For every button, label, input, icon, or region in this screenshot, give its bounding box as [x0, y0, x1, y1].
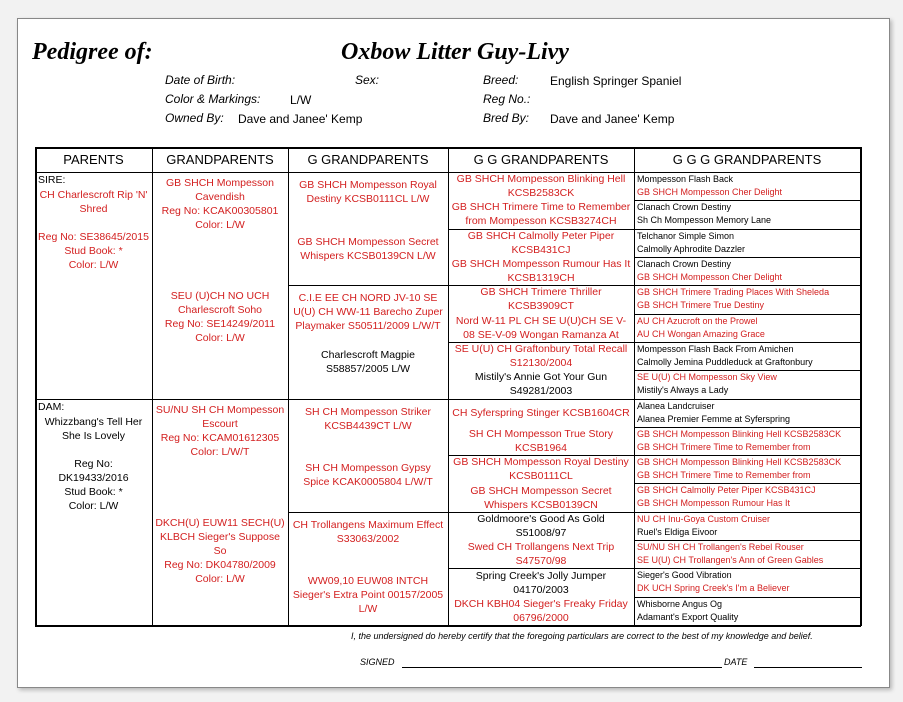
ggg-grandparent-entry: Alanea Landcruiser [637, 400, 715, 411]
g-grandparent-cell: WW09,10 EUW08 INTCH Sieger's Extra Point 00157/2005 L/W [292, 575, 444, 616]
grandparent-color: Color: L/W/T [190, 445, 250, 458]
grandparent-reg: Reg No: KCAK00305801 [161, 205, 279, 217]
gg-grandparent-cell: Goldmoore's Good As Gold S51008/97 [477, 512, 605, 539]
dog-name: Oxbow Litter Guy-Livy [341, 39, 569, 65]
ggg-grandparent-entry: DK UCH Spring Creek's I'm a Believer [637, 583, 790, 594]
grandparent-reg: Reg No: DK04780/2009 [164, 558, 276, 571]
date-line[interactable] [754, 667, 862, 668]
column-divider [860, 147, 862, 626]
ggg-grandparent-entry: Mompesson Flash Back From Amichen [637, 343, 794, 354]
dam-cell [35, 415, 152, 525]
ggg-grandparent-entry: GB SHCH Mompesson Cher Delight [637, 271, 783, 282]
grandparent-reg: Reg No: SE14249/2011 [164, 318, 276, 331]
g-grandparent-cell: SH CH Mompesson Gypsy Spice KCAK0005804 L/W/T [303, 462, 433, 489]
grandparent-cell [152, 516, 288, 582]
ggg-grandparent-entry: Adamant's Export Quality [637, 611, 739, 622]
ggg-grandparent-entry: SU/NU SH CH Trollangen's Rebel Rouser [637, 542, 804, 553]
ggg-grandparent-entry: GB SHCH Mompesson Blinking Hell KCSB2583CK [637, 428, 842, 439]
parent-color: Color: L/W [68, 499, 119, 512]
gg-grandparent-cell: Spring Creek's Jolly Jumper 04170/2003 [475, 569, 607, 596]
breed-label: Breed: [483, 73, 519, 87]
grandparent-color: Color: L/W [195, 219, 245, 231]
gg-grandparent-cell: GB SHCH Mompesson Royal Destiny KCSB0111CL [453, 456, 629, 483]
regno-label: Reg No.: [483, 92, 531, 106]
ggg-grandparent-entry: Clanach Crown Destiny [637, 202, 732, 213]
ggg-grandparent-entry: Sh Ch Mompesson Memory Lane [637, 215, 772, 226]
g-grandparent-cell: SH CH Mompesson Striker KCSB4439CT L/W [304, 405, 432, 432]
color-value: L/W [290, 93, 312, 107]
g-grandparent-cell: CH Trollangens Maximum Effect S33063/2002 [292, 518, 444, 545]
bred-label: Bred By: [483, 111, 530, 125]
grandparent-name: GB SHCH Mompesson Cavendish [166, 177, 274, 203]
grandparent-cell [152, 403, 288, 469]
ggg-grandparent-entry: Mompesson Flash Back [637, 174, 734, 184]
owned-label: Owned By: [165, 111, 224, 125]
ggg-grandparent-entry: NU CH Inu-Goya Custom Cruiser [637, 513, 771, 524]
gg-grandparent-cell: DKCH KBH04 Sieger's Freaky Friday 06796/2000 [454, 597, 628, 624]
ggg-grandparent-entry: Mistily's Always a Lady [637, 385, 729, 396]
owned-value: Dave and Janee' Kemp [238, 112, 363, 126]
parent-role-label: DAM: [38, 400, 65, 413]
gg-grandparent-cell: GB SHCH Calmolly Peter Piper KCSB431CJ [467, 229, 615, 256]
signature-line[interactable] [402, 667, 722, 668]
date-label: DATE [724, 657, 748, 667]
dob-label: Date of Birth: [165, 73, 236, 87]
ggg-grandparent-entry: GB SHCH Mompesson Blinking Hell KCSB2583CK [637, 457, 842, 468]
grandparent-cell [152, 176, 288, 242]
gg-grandparent-cell: Nord W-11 PL CH SE U(U)CH SE V-08 SE-V-09 Wongan Ramanza At [455, 314, 627, 341]
column-header: PARENTS [63, 152, 124, 167]
ggg-grandparent-entry: Alanea Premier Femme at Syferspring [637, 413, 791, 424]
parent-name: CH Charlescroft Rip 'N' Shred [39, 189, 148, 215]
g-grandparent-cell: C.I.E EE CH NORD JV-10 SE U(U) CH WW-11 Barecho Zuper Playmaker S50511/2009 L/W/T [293, 292, 443, 333]
g-grandparent-cell: Charlescroft Magpie S58857/2005 L/W [321, 348, 415, 375]
parent-name: Whizzbang's Tell Her She Is Lovely [44, 415, 143, 442]
ggg-grandparent-entry: GB SHCH Trimere True Destiny [637, 300, 765, 311]
parent-role-label: SIRE: [38, 174, 66, 186]
ggg-grandparent-entry: AU CH Wongan Amazing Grace [637, 328, 765, 339]
g-grandparent-cell: GB SHCH Mompesson Secret Whispers KCSB0139CN L/W [297, 235, 439, 262]
ggg-grandparent-entry: GB SHCH Mompesson Cher Delight [637, 187, 783, 197]
gg-grandparent-cell: CH Syferspring Stinger KCSB1604CR [452, 406, 630, 419]
ggg-grandparent-entry: SE U(U) CH Trollangen's Ann of Green Gables [637, 555, 824, 566]
gg-grandparent-cell: Mistily's Annie Got Your Gun S49281/2003 [474, 371, 608, 398]
pedigree-sheet [17, 18, 890, 688]
ggg-grandparent-entry: Calmolly Aphrodite Dazzler [637, 243, 746, 254]
grandparent-name: SU/NU SH CH Mompesson Escourt [155, 403, 285, 430]
color-label: Color & Markings: [165, 92, 261, 106]
gg-grandparent-cell: GB SHCH Mompesson Rumour Has It KCSB1319CH [451, 258, 631, 285]
ggg-grandparent-entry: GB SHCH Trimere Trading Places With Sheleda [637, 287, 830, 298]
column-header: G G GRANDPARENTS [473, 152, 609, 167]
ggg-grandparent-entry: Clanach Crown Destiny [637, 258, 732, 269]
ggg-grandparent-entry: GB SHCH Calmolly Peter Piper KCSB431CJ [637, 485, 816, 496]
sex-label: Sex: [355, 73, 380, 87]
g-grandparent-cell: GB SHCH Mompesson Royal Destiny KCSB0111CL L/W [299, 179, 437, 205]
ggg-grandparent-entry: Sieger's Good Vibration [637, 570, 732, 581]
column-divider [634, 147, 635, 626]
gg-grandparent-cell: GB SHCH Trimere Time to Remember from Mompesson KCSB3274CH [451, 201, 631, 228]
parent-stud: Stud Book: * [64, 485, 123, 498]
signed-label: SIGNED [360, 657, 395, 667]
grandparent-name: SEU (U)CH NO UCH Charlescroft Soho [170, 290, 270, 317]
column-header: G GRANDPARENTS [307, 152, 429, 167]
breed-value: English Springer Spaniel [550, 74, 682, 88]
ggg-grandparent-entry: Calmolly Jemina Puddleduck at Graftonbury [637, 356, 813, 367]
ggg-grandparent-entry: SE U(U) CH Mompesson Sky View [637, 372, 777, 383]
ggg-grandparent-entry: GB SHCH Trimere Time to Remember from [637, 470, 811, 481]
gg-grandparent-cell: GB SHCH Mompesson Secret Whispers KCSB0139CN [470, 484, 612, 511]
gg-grandparent-cell: GB SHCH Trimere Thriller KCSB3909CT [480, 286, 602, 313]
ggg-grandparent-entry: GB SHCH Trimere Time to Remember from [637, 441, 811, 452]
ggg-grandparent-entry: GB SHCH Mompesson Rumour Has It [637, 498, 791, 509]
parent-stud: Stud Book: * [64, 245, 123, 257]
column-header: GRANDPARENTS [166, 152, 274, 167]
gg-grandparent-cell: SH CH Mompesson True Story KCSB1964 [468, 427, 614, 454]
grandparent-name: DKCH(U) EUW11 SECH(U) KLBCH Sieger's Suppose So [155, 516, 285, 557]
column-header: G G G GRANDPARENTS [672, 152, 822, 167]
grandparent-color: Color: L/W [195, 572, 245, 582]
sire-cell [35, 188, 152, 298]
certification-text: I, the undersigned do hereby certify that the foregoing particulars are correct to the best of my knowledge and belief. [351, 631, 813, 641]
gg-grandparent-cell: Swed CH Trollangens Next Trip S47570/98 [467, 541, 615, 568]
parent-reg: Reg No: DK19433/2016 [58, 457, 129, 484]
parent-color: Color: L/W [68, 259, 119, 271]
gg-grandparent-cell: SE U(U) CH Graftonbury Total Recall S12130/2004 [454, 343, 628, 370]
grandparent-cell [152, 289, 288, 355]
ggg-grandparent-entry: Telchanor Simple Simon [637, 230, 735, 241]
parent-reg: Reg No: SE38645/2015 [38, 231, 149, 243]
bred-value: Dave and Janee' Kemp [550, 112, 675, 126]
pedigree-title-label: Pedigree of: [32, 39, 153, 65]
grandparent-color: Color: L/W [195, 332, 245, 345]
gg-grandparent-cell: GB SHCH Mompesson Blinking Hell KCSB2583CK [456, 173, 626, 200]
ggg-grandparent-entry: Whisborne Angus Og [637, 598, 723, 609]
grandparent-reg: Reg No: KCAM01612305 [160, 431, 280, 444]
ggg-grandparent-entry: AU CH Azucroft on the Prowel [637, 315, 758, 326]
ggg-grandparent-entry: Ruel's Eldiga Eivoor [637, 526, 718, 537]
